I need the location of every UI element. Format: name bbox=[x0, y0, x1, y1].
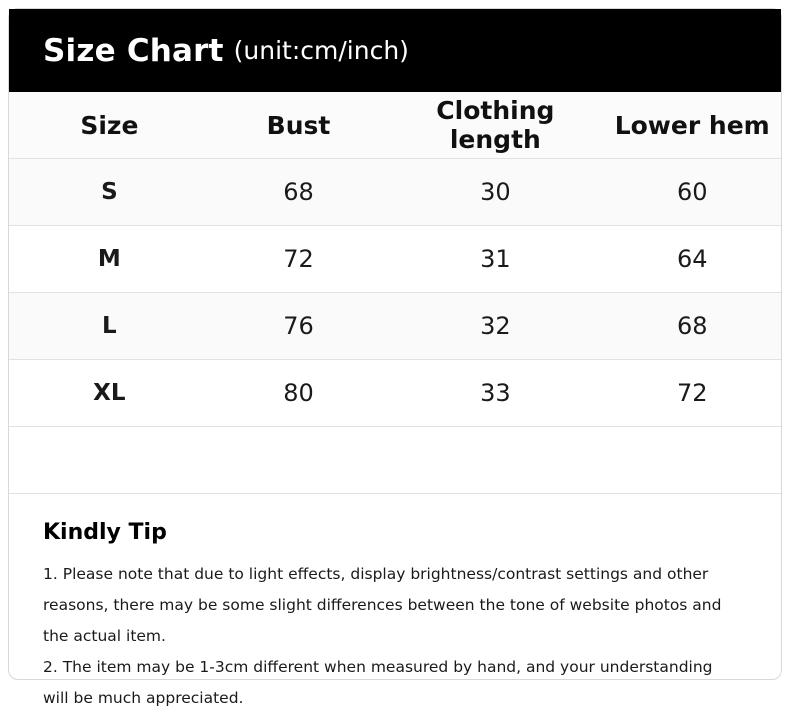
size-table-head bbox=[9, 92, 781, 159]
kindly-tip-line: 1. Please note that due to light effects, display brightness/contrast settings and other bbox=[43, 565, 709, 583]
unit-label: (unit:cm/inch) bbox=[233, 36, 409, 65]
kindly-tip-line: will be much appreciated. bbox=[43, 689, 244, 707]
column-header-bust: Bust bbox=[210, 92, 388, 159]
table-header-row bbox=[9, 92, 781, 159]
table-row bbox=[9, 226, 781, 293]
size-table bbox=[9, 92, 781, 494]
kindly-tip-line: 2. The item may be 1-3cm different when measured by hand, and your understanding bbox=[43, 658, 713, 676]
cell-size: S bbox=[9, 159, 210, 226]
table-row bbox=[9, 293, 781, 360]
table-row bbox=[9, 360, 781, 427]
cell-lower-hem: 64 bbox=[603, 226, 781, 293]
kindly-tip-title: Kindly Tip bbox=[43, 520, 167, 545]
cell-size: M bbox=[9, 226, 210, 293]
cell-size: L bbox=[9, 293, 210, 360]
cell-clothing-length: 32 bbox=[387, 293, 603, 360]
spacer-cell bbox=[9, 427, 781, 494]
cell-bust: 72 bbox=[210, 226, 388, 293]
kindly-tip-line: the actual item. bbox=[43, 627, 166, 645]
cell-lower-hem: 60 bbox=[603, 159, 781, 226]
column-header-clothing-length: Clothing length bbox=[387, 92, 603, 159]
cell-bust: 68 bbox=[210, 159, 388, 226]
cell-bust: 76 bbox=[210, 293, 388, 360]
cell-lower-hem: 72 bbox=[603, 360, 781, 427]
table-row bbox=[9, 159, 781, 226]
cell-size: XL bbox=[9, 360, 210, 427]
cell-clothing-length: 30 bbox=[387, 159, 603, 226]
size-table-body bbox=[9, 159, 781, 494]
table-spacer-row bbox=[9, 427, 781, 494]
cell-clothing-length: 33 bbox=[387, 360, 603, 427]
size-chart-header bbox=[9, 9, 781, 92]
column-header-lower-hem: Lower hem bbox=[603, 92, 781, 159]
cell-bust: 80 bbox=[210, 360, 388, 427]
column-header-size: Size bbox=[9, 92, 210, 159]
cell-clothing-length: 31 bbox=[387, 226, 603, 293]
kindly-tip-section bbox=[9, 494, 781, 714]
cell-lower-hem: 68 bbox=[603, 293, 781, 360]
kindly-tip-line: reasons, there may be some slight differences between the tone of website photos and bbox=[43, 596, 722, 614]
size-chart-card bbox=[8, 8, 782, 707]
page-title: Size Chart bbox=[43, 32, 224, 69]
